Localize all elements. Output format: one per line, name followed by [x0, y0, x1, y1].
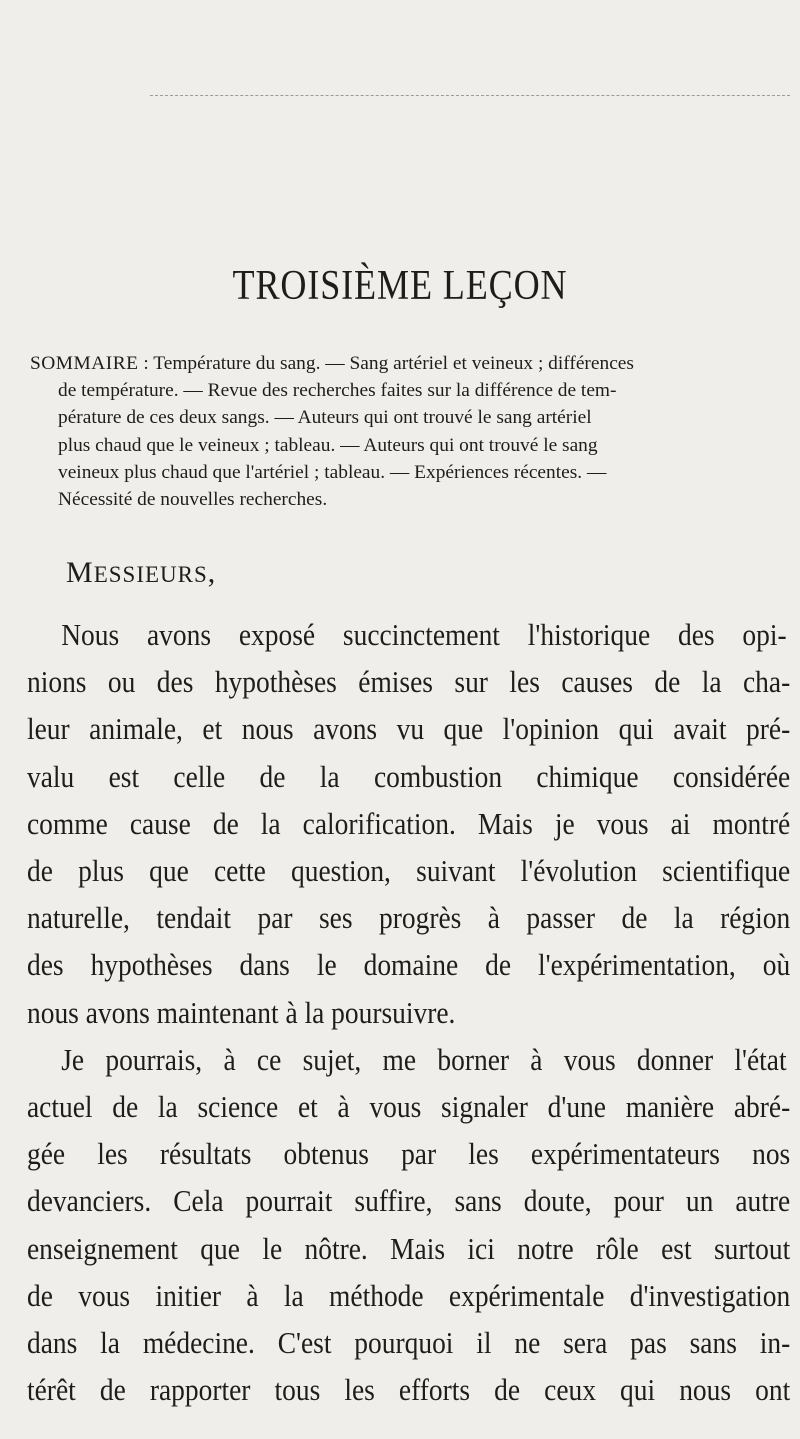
body-text — [27, 612, 791, 1414]
paragraph-line: de plus que cette question, suivant l'évolution scientifique — [27, 854, 791, 889]
paragraph-line: nions ou des hypothèses émises sur les causes de la cha- — [27, 665, 791, 700]
summary-line: pérature de ces deux sangs. — Auteurs qui ont trouvé le sang artériel — [58, 407, 592, 429]
paragraph-line: devanciers. Cela pourrait suffire, sans doute, pour un autre — [27, 1184, 791, 1219]
paragraph-line: enseignement que le nôtre. Mais ici notre rôle est surtout — [27, 1231, 791, 1266]
paragraph-line: valu est celle de la combustion chimique considérée — [27, 759, 791, 794]
summary-block — [30, 350, 778, 513]
paragraph-line: actuel de la science et à vous signaler d'une manière abré- — [27, 1090, 791, 1125]
paragraph-line: naturelle, tendait par ses progrès à passer de la région — [27, 901, 791, 936]
header-rule — [150, 95, 790, 96]
paragraph-line: gée les résultats obtenus par les expérimentateurs nos — [27, 1137, 791, 1172]
salutation: MESSIEURS, — [66, 556, 217, 589]
paragraph-line: des hypothèses dans le domaine de l'expérimentation, où — [27, 948, 791, 983]
paragraph-line: térêt de rapporter tous les efforts de ceux qui nous ont — [27, 1373, 791, 1408]
summary-line: plus chaud que le veineux ; tableau. — Auteurs qui ont trouvé le sang — [58, 434, 598, 456]
summary-line: veineux plus chaud que l'artériel ; tableau. — Expériences récentes. — — [58, 461, 607, 483]
summary-line: de température. — Revue des recherches faites sur la différence de tem- — [58, 380, 617, 402]
paragraph-line: Je pourrais, à ce sujet, me borner à vous donner l'état — [61, 1042, 787, 1077]
summary-line: SOMMAIRE : Température du sang. — Sang artériel et veineux ; différences — [30, 353, 634, 374]
paragraph-line: leur animale, et nous avons vu que l'opinion qui avait pré- — [27, 712, 791, 747]
paragraph-line: dans la médecine. C'est pourquoi il ne sera pas sans in- — [27, 1326, 791, 1361]
summary-line: Nécessité de nouvelles recherches. — [58, 489, 328, 511]
paragraph-line: Nous avons exposé succinctement l'historique des opi- — [61, 618, 787, 652]
paragraph-line: comme cause de la calorification. Mais je vous ai montré — [27, 806, 791, 841]
summary-label: SOMMAIRE — [30, 353, 139, 374]
paragraph-line: nous avons maintenant à la poursuivre. — [27, 995, 456, 1030]
lesson-title: TROISIÈME LEÇON — [232, 263, 568, 309]
paragraph-line: de vous initier à la méthode expérimentale d'investigation — [27, 1278, 791, 1313]
